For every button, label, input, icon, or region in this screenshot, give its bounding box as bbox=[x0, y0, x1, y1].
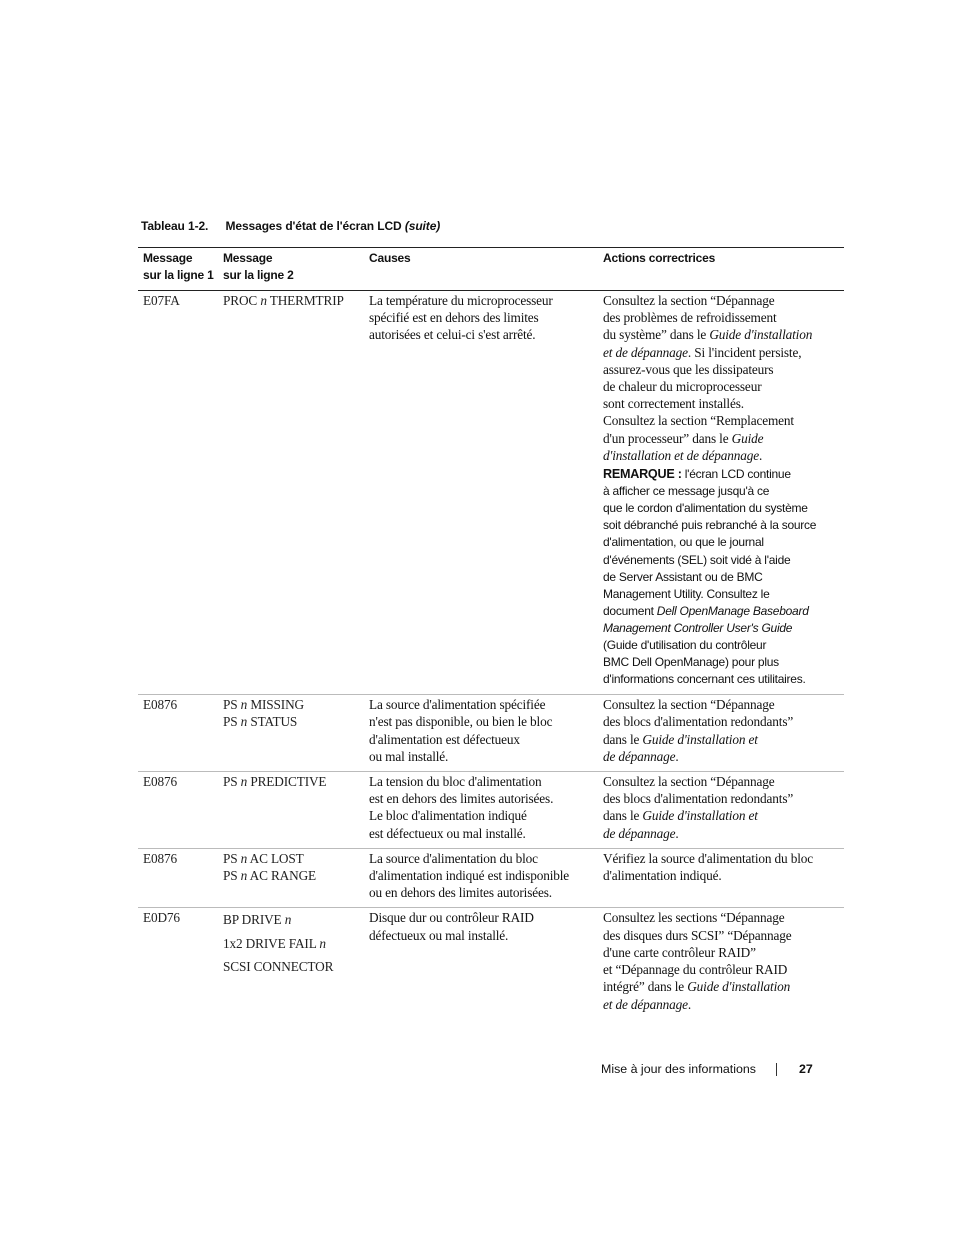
header-actions: Actions correctrices bbox=[603, 251, 716, 265]
cause-text: La source d'alimentation spécifiée n'est pas disponible, ou bien le bloc d'alimentation est défectueux ou mal installé. bbox=[369, 697, 553, 764]
header-message-line2: Message sur la ligne 2 bbox=[223, 251, 294, 282]
action-text: Consultez la section “Dépannage des problèmes de refroidissement du système” dans le Guide d'installation et de dépannage. Si l'incident persiste, assurez-vous que les dissipateurs de chaleur du microprocesseur sont correctement installés. Consultez la section “Remplacement d'un processeur” dans le Guide d'installation et de dépannage. REMARQUE : l'écran LCD continue à afficher ce message jusqu'à ce que le cordon d'alimentation du système soit débranché puis rebranché à la source d'alimentation, ou que le journal d'événements (SEL) soit vidé à l'aide de Server Assistant ou de BMC Management Utility. Consultez le document Dell OpenManage Baseboard Management Controller User's Guide (Guide d'utilisation du contrôleur BMC Dell OpenManage) pour plus d'informations concernant ces utilitaires. bbox=[598, 291, 844, 695]
action-text: Consultez la section “Dépannage des blocs d'alimentation redondants” dans le Guide d'installation et de dépannage. bbox=[603, 774, 794, 841]
message-line2: PS n AC LOST PS n AC RANGE bbox=[223, 850, 317, 884]
table-row bbox=[138, 908, 844, 1019]
message-line2: PROC n THERMTRIP bbox=[223, 293, 344, 308]
message-code: E0876 bbox=[143, 774, 177, 790]
table-row bbox=[138, 848, 844, 908]
table-row bbox=[138, 291, 844, 695]
header-message-line1: Message sur la ligne 1 bbox=[143, 251, 214, 282]
message-code: E07FA bbox=[143, 293, 180, 308]
guide-reference: Guide d'installation bbox=[709, 327, 813, 343]
header-causes: Causes bbox=[369, 251, 411, 265]
message-line2: PS n PREDICTIVE bbox=[223, 774, 327, 790]
action-text: Consultez les sections “Dépannage des disques durs SCSI” “Dépannage d'une carte contrôleur RAID” et “Dépannage du contrôleur RAID intégré” dans le Guide d'installation et de dépannage. bbox=[603, 910, 792, 1012]
table-title-suffix: (suite) bbox=[404, 219, 441, 233]
cause-text: La source d'alimentation du bloc d'alimentation indiqué est indisponible ou en dehors des limites autorisées. bbox=[369, 850, 570, 901]
lcd-status-table bbox=[138, 247, 844, 1019]
footer-section-title: Mise à jour des informations bbox=[601, 1062, 756, 1076]
action-text: Vérifiez la source d'alimentation du bloc d'alimentation indiqué. bbox=[603, 850, 814, 884]
table-header-row bbox=[138, 248, 844, 291]
table-number: Tableau 1-2. bbox=[141, 219, 209, 233]
message-code: E0D76 bbox=[143, 910, 180, 926]
action-text: Consultez la section “Dépannage des blocs d'alimentation redondants” dans le Guide d'installation et de dépannage. bbox=[603, 697, 794, 764]
table-caption bbox=[141, 219, 440, 233]
table-title: Messages d'état de l'écran LCD bbox=[225, 219, 402, 233]
cause-text: La tension du bloc d'alimentation est en dehors des limites autorisées. Le bloc d'alimentation indiqué est défectueux ou mal installé. bbox=[369, 774, 554, 841]
cause-text: Disque dur ou contrôleur RAID défectueux ou mal installé. bbox=[369, 910, 534, 943]
message-code: E0876 bbox=[143, 697, 177, 713]
table-row bbox=[138, 772, 844, 849]
footer-separator bbox=[776, 1063, 777, 1076]
table-row bbox=[138, 695, 844, 772]
page-number: 27 bbox=[799, 1062, 813, 1076]
message-line2: BP DRIVE n 1x2 DRIVE FAIL n SCSI CONNECTOR bbox=[223, 912, 334, 975]
message-code: E0876 bbox=[143, 850, 177, 866]
note-label: REMARQUE : bbox=[603, 467, 682, 482]
cause-text: La température du microprocesseur spécifié est en dehors des limites autorisées et celui-ci s'est arrêté. bbox=[369, 293, 553, 343]
message-line2: PS n MISSING PS n STATUS bbox=[223, 697, 304, 730]
note-block: REMARQUE : l'écran LCD continue à afficher ce message jusqu'à ce que le cordon d'alimentation du système soit débranché puis rebranché à la source d'alimentation, ou que le journal d'événements (SEL) soit vidé à l'aide de Server Assistant ou de BMC Management Utility. Consultez le document Dell OpenManage Baseboard Management Controller User's Guide (Guide d'utilisation du contrôleur BMC Dell OpenManage) pour plus d'informations concernant ces utilitaires. bbox=[603, 467, 817, 687]
